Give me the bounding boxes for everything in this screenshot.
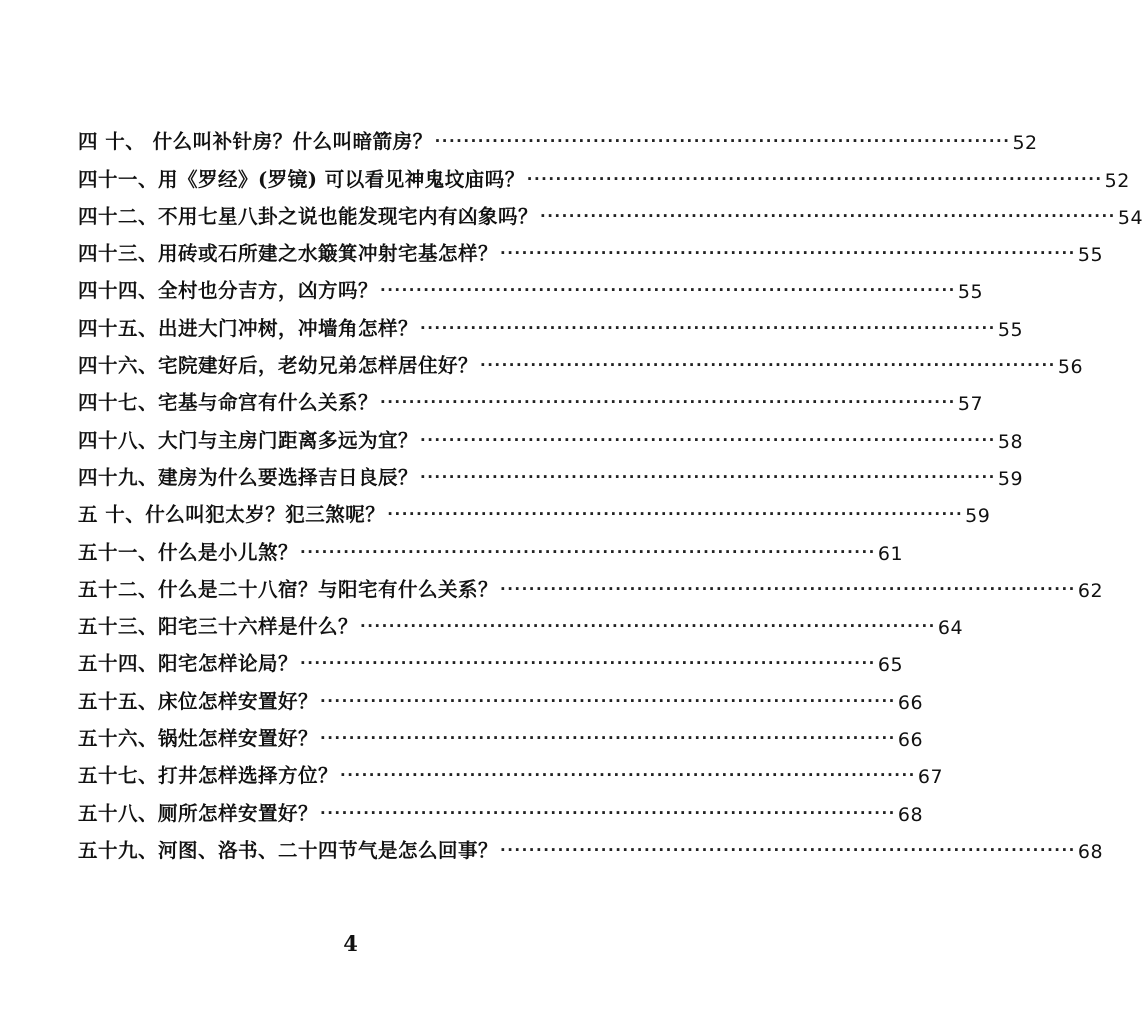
toc-entry-title: 四十五、出进大门冲树，冲墙角怎样？: [78, 316, 419, 340]
toc-entry-page: 54: [1117, 206, 1143, 229]
toc-entry: [78, 453, 1024, 490]
toc-entry-title: 四十六、宅院建好后，老幼兄弟怎样居住好？: [78, 354, 479, 378]
toc-entry-page: 56: [1057, 356, 1084, 379]
toc-leader-dots: ················································································: [320, 691, 896, 710]
toc-leader-dots: ················································································: [500, 244, 1076, 263]
toc-entry-page: 68: [897, 803, 924, 826]
toc-leader-dots: ················································································: [420, 467, 996, 486]
toc-entry: [78, 192, 1143, 229]
toc-entry-page: 55: [997, 318, 1024, 341]
toc-leader-dots: ················································································: [320, 729, 896, 748]
toc-entry: [78, 565, 1104, 602]
toc-entry: [78, 154, 1130, 192]
page-number: 4: [343, 931, 358, 956]
toc-entry: [78, 117, 1038, 155]
toc-leader-dots: ················································································: [420, 430, 996, 449]
toc-entry-title: 四十八、大门与主房门距离多远为宜？: [78, 428, 419, 452]
toc-entry-page: 65: [877, 654, 904, 677]
toc-entry: [78, 602, 964, 640]
toc-leader-dots: ················································································: [320, 803, 896, 822]
toc-entry-title: 四十一、用《罗经》(罗镜) 可以看见神鬼坟庙吗？: [78, 167, 525, 191]
toc-entry-title: 四 十、 什么叫补针房？什么叫暗箭房？: [78, 130, 433, 154]
toc-entry-title: 五 十、什么叫犯太岁？犯三煞呢？: [78, 503, 386, 527]
toc-entry-page: 57: [957, 393, 984, 416]
toc-entry: [78, 303, 1024, 341]
toc-leader-dots: ················································································: [360, 617, 936, 636]
toc-leader-dots: ················································································: [300, 542, 876, 561]
toc-entry: [78, 639, 904, 677]
toc-entry-title: 四十七、宅基与命宫有什么关系？: [78, 391, 379, 415]
toc-entry-title: 五十八、厕所怎样安置好？: [78, 801, 319, 825]
toc-entry: [78, 714, 924, 752]
toc-leader-dots: ················································································: [380, 281, 956, 300]
toc-entry: [78, 341, 1084, 379]
toc-leader-dots: ················································································: [387, 505, 964, 524]
toc-entry-page: 59: [965, 505, 991, 528]
table-of-contents: [78, 117, 1143, 863]
toc-entry: [78, 751, 944, 789]
toc-entry-title: 五十二、什么是二十八宿？与阳宅有什么关系？: [78, 577, 499, 601]
toc-entry: [78, 676, 924, 714]
toc-entry: [78, 266, 984, 304]
toc-entry-page: 62: [1077, 579, 1104, 602]
toc-entry: [78, 378, 984, 416]
toc-entry: [78, 527, 904, 565]
toc-entry: [78, 826, 1104, 863]
toc-entry-page: 64: [937, 617, 964, 640]
toc-leader-dots: ················································································: [340, 766, 916, 785]
toc-entry-title: 五十七、打井怎样选择方位？: [78, 764, 339, 788]
toc-entry-title: 四十三、用砖或石所建之水簸箕冲射宅基怎样？: [78, 242, 499, 266]
toc-entry-title: 五十五、床位怎样安置好？: [78, 689, 319, 713]
toc-entry-page: 58: [997, 430, 1024, 453]
toc-entry: [78, 415, 1024, 453]
toc-entry-title: 五十三、阳宅三十六样是什么？: [78, 615, 359, 639]
toc-leader-dots: ················································································: [526, 169, 1103, 188]
toc-leader-dots: ················································································: [480, 356, 1056, 375]
toc-leader-dots: ················································································: [420, 318, 996, 337]
toc-entry: [78, 788, 924, 826]
toc-entry-page: 66: [897, 729, 924, 752]
toc-leader-dots: ················································································: [500, 840, 1076, 859]
toc-entry-page: 66: [897, 691, 924, 714]
toc-entry-page: 55: [957, 281, 984, 304]
toc-leader-dots: ················································································: [434, 132, 1011, 151]
toc-entry-page: 68: [1077, 840, 1104, 863]
toc-leader-dots: ················································································: [540, 206, 1116, 225]
toc-entry-page: 55: [1077, 244, 1104, 267]
toc-entry-title: 四十九、建房为什么要选择吉日良辰？: [78, 465, 419, 489]
toc-entry-title: 五十一、什么是小儿煞？: [78, 540, 299, 564]
toc-entry-title: 四十二、不用七星八卦之说也能发现宅内有凶象吗？: [78, 204, 539, 228]
toc-entry-title: 五十四、阳宅怎样论局？: [78, 652, 299, 676]
toc-entry-title: 五十九、河图、洛书、二十四节气是怎么回事？: [78, 838, 499, 862]
toc-entry-title: 四十四、全村也分吉方，凶方吗？: [78, 279, 379, 303]
toc-entry-page: 52: [1012, 132, 1038, 155]
toc-entry-title: 五十六、锅灶怎样安置好？: [78, 727, 319, 751]
toc-entry-page: 52: [1104, 169, 1130, 192]
toc-leader-dots: ················································································: [300, 654, 876, 673]
toc-entry-page: 61: [877, 542, 904, 565]
toc-entry: [78, 229, 1104, 267]
toc-entry-page: 59: [997, 467, 1024, 490]
toc-leader-dots: ················································································: [380, 393, 956, 412]
toc-leader-dots: ················································································: [500, 579, 1076, 598]
toc-entry-page: 67: [917, 766, 944, 789]
toc-entry: [78, 490, 991, 528]
